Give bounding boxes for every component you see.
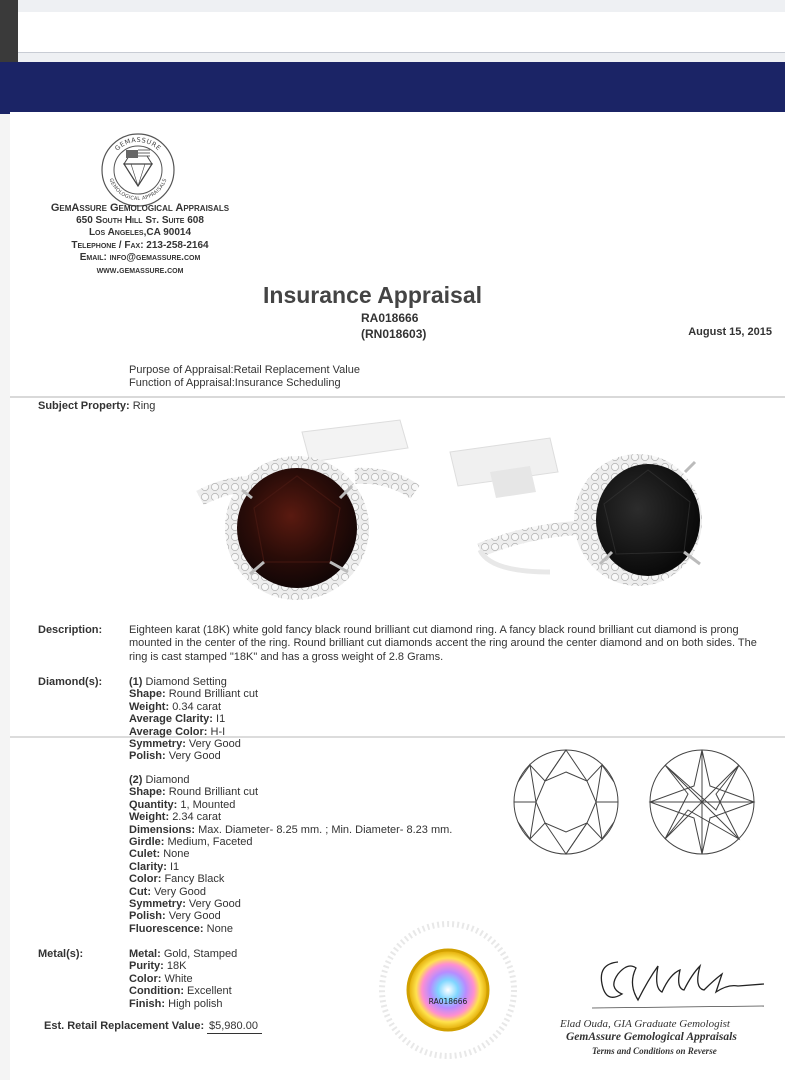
- background-sheet: [0, 0, 785, 66]
- spec-row: Culet: None: [129, 848, 190, 861]
- appraiser-signature: [588, 944, 768, 1016]
- crown-view-diagram: [514, 750, 618, 854]
- diamond-setting-block: [129, 676, 258, 763]
- paper-fold-line: [10, 396, 785, 398]
- background-sheet-edge: [18, 12, 785, 53]
- spec-row: Color: White: [129, 972, 193, 985]
- company-email: Email: info@gemassure.com: [79, 252, 201, 263]
- company-name: GemAssure Gemological Appraisals: [50, 202, 230, 214]
- document-title: Insurance Appraisal: [263, 282, 483, 308]
- company-letterhead: [20, 202, 260, 277]
- company-address: 650 South Hill St. Suite 608: [76, 214, 204, 226]
- replacement-value: $5,980.00: [207, 1020, 262, 1034]
- spec-row: Average Color: H-I: [129, 725, 226, 738]
- spec-row: Weight: 2.34 carat: [129, 811, 222, 824]
- spec-row: Color: Fancy Black: [129, 873, 225, 886]
- pavilion-view-diagram: [650, 750, 754, 854]
- ring-photo: [190, 412, 746, 612]
- diamond-title: Diamond: [145, 774, 190, 786]
- spec-row: Symmetry: Very Good: [129, 898, 241, 911]
- spec-row: Polish: Very Good: [129, 910, 221, 923]
- spec-row: Clarity: I1: [129, 860, 180, 873]
- purpose-block: [129, 364, 360, 390]
- signature-company: GemAssure Gemological Appraisals: [566, 1031, 737, 1043]
- spec-row: Weight: 0.34 carat: [129, 700, 222, 713]
- spec-row: Shape: Round Brilliant cut: [129, 688, 259, 701]
- function-line: Function of Appraisal:Insurance Scheduling: [129, 377, 341, 389]
- diamond-index: (2): [129, 774, 143, 786]
- metals-block: [129, 948, 237, 1010]
- paper-fold-line-lower: [10, 736, 785, 738]
- spec-row: Metal: Gold, Stamped: [129, 948, 238, 960]
- spec-row: Average Clarity: I1: [129, 713, 226, 726]
- diamonds-label: Diamond(s):: [38, 676, 103, 688]
- subject-value: Ring: [132, 400, 156, 412]
- spec-row: Cut: Very Good: [129, 885, 207, 898]
- company-website: www.gemassure.com: [96, 264, 184, 276]
- description-text: Eighteen karat (18K) white gold fancy black round brilliant cut diamond ring. A fancy black round brilliant cut diamond is prong mounted in the center of the ring. Round brilliant cut diamonds accent the ring around the center diamond and on both sides. The ring is cast stamped "18K" and has a gross weight of 2.8 Grams.: [129, 624, 757, 663]
- spec-row: Condition: Excellent: [129, 985, 232, 998]
- appraisal-date: August 15, 2015: [688, 326, 772, 338]
- setting-index: (1): [129, 676, 143, 688]
- spec-row: Finish: High polish: [129, 997, 223, 1010]
- spec-row: Symmetry: Very Good: [129, 738, 241, 751]
- gemologist-name: Elad Ouda, GIA Graduate Gemologist: [560, 1018, 730, 1030]
- spec-row: Girdle: Medium, Faceted: [129, 836, 253, 849]
- seal-code: RA018666: [428, 997, 468, 1006]
- subject-label: Subject Property:: [38, 400, 130, 412]
- background-corner: [0, 0, 18, 66]
- purpose-line: Purpose of Appraisal:Retail Replacement Value: [129, 364, 360, 376]
- spec-row: Polish: Very Good: [129, 750, 221, 763]
- reference-numbers: [361, 310, 426, 342]
- secondary-reference-number: (RN018603): [361, 327, 427, 341]
- terms-note: Terms and Conditions on Reverse: [592, 1046, 717, 1056]
- blue-folder-band: [0, 62, 785, 114]
- spec-row: Quantity: 1, Mounted: [129, 798, 236, 811]
- company-city: Los Angeles,CA 90014: [88, 227, 192, 238]
- metals-label: Metal(s):: [38, 948, 84, 960]
- center-diamond-block: [129, 774, 452, 935]
- svg-text:GEMASSURE: GEMASSURE: [113, 135, 163, 153]
- description-label: Description:: [38, 624, 103, 636]
- setting-title: Diamond Setting: [145, 676, 227, 688]
- hologram-seal-icon: [378, 920, 518, 1060]
- replacement-value-label: Est. Retail Replacement Value:: [44, 1020, 205, 1032]
- subject-property: [38, 400, 155, 412]
- spec-row: Dimensions: Max. Diameter- 8.25 mm. ; Min. Diameter- 8.23 mm.: [129, 823, 453, 836]
- spec-row: Shape: Round Brilliant cut: [129, 786, 259, 799]
- company-phone: Telephone / Fax: 213-258-2164: [71, 239, 209, 251]
- spec-row: Fluorescence: None: [129, 922, 233, 935]
- spec-row: Purity: 18K: [129, 960, 187, 973]
- reference-number: RA018666: [361, 311, 419, 325]
- gemassure-logo-icon: [98, 130, 178, 210]
- diamond-diagram: [496, 746, 772, 858]
- svg-text:GEMOLOGICAL APPRAISALS: GEMOLOGICAL APPRAISALS: [107, 177, 169, 203]
